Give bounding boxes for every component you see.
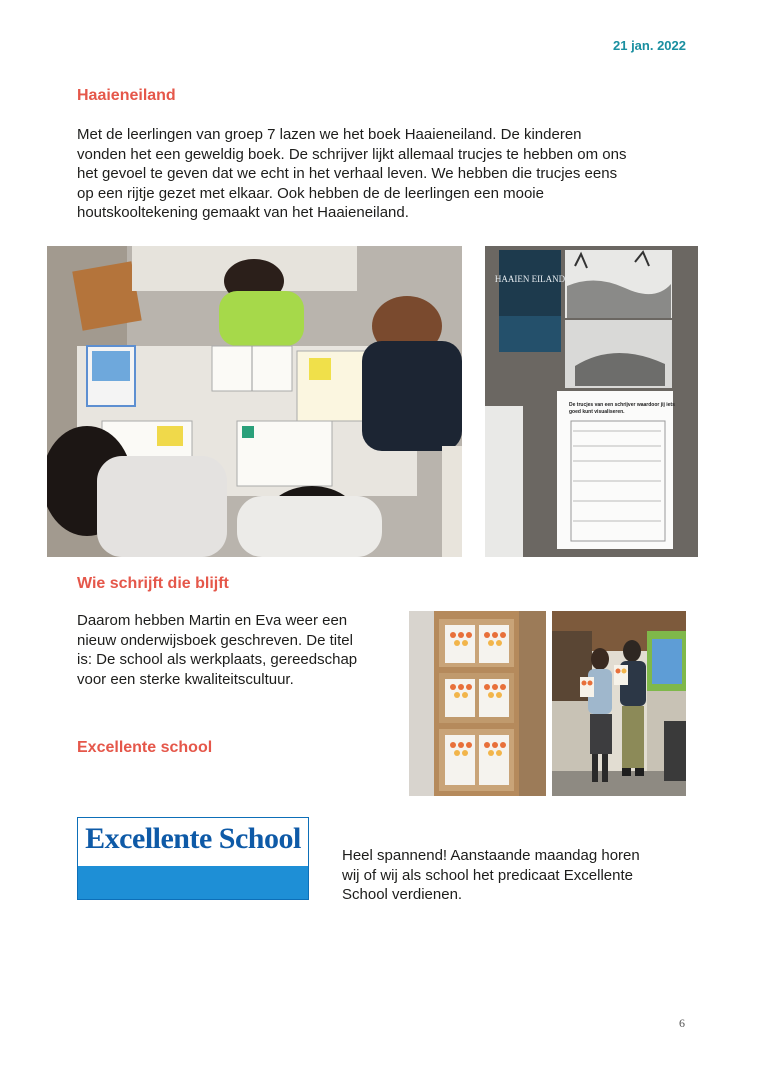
text-line: nieuw onderwijsboek geschreven. De titel — [77, 631, 353, 649]
text-line: vonden het een geweldig boek. De schrijver lijkt allemaal trucjes te hebben om ons — [77, 145, 627, 163]
poster-wall-photo — [485, 246, 698, 557]
text-line: Daarom hebben Martin en Eva weer een — [77, 612, 348, 629]
section-title-wie-schrijft: Wie schrijft die blijft — [77, 575, 229, 592]
excellente-school-logo — [77, 817, 309, 900]
wie-schrijft-paragraph — [77, 611, 357, 689]
poster-book-title: HAAIEN EILAND — [494, 274, 566, 284]
page-number: 6 — [679, 1016, 685, 1030]
text-line: is: De school als werkplaats, gereedschap — [77, 651, 358, 669]
logo-band — [78, 866, 308, 899]
section-title-excellente: Excellente school — [77, 739, 213, 756]
excellente-paragraph — [342, 846, 640, 905]
text-line: Met de leerlingen van groep 7 lazen we het boek Haaieneiland. De kinderen — [77, 126, 582, 143]
text-line: houtskooltekening gemaakt van het Haaieneiland. — [77, 204, 409, 222]
poster-sheet-title-line: De trucjes van een schrijver waardoor jij iets — [569, 402, 675, 408]
text-line: het gevoel te geven dat we echt in het verhaal leven. We hebben die trucjes eens — [77, 165, 618, 183]
section-title-haaieneiland: Haaieneiland — [77, 87, 176, 104]
poster-sheet-title-line: goed kunt visualiseren. — [569, 409, 625, 415]
page-date: 21 jan. 2022 — [613, 38, 686, 53]
book-boxes-photo — [409, 611, 546, 796]
classroom-photo — [47, 246, 462, 557]
text-line: wij of wij als school het predicaat Excellente — [342, 866, 633, 884]
logo-text: Excellente School — [85, 822, 301, 855]
text-line: op een rijtje gezet met elkaar. Ook hebben de de leerlingen een mooie — [77, 184, 544, 202]
text-line: voor een sterke kwaliteitscultuur. — [77, 670, 294, 688]
haaieneiland-paragraph — [77, 125, 626, 223]
authors-photo — [552, 611, 686, 796]
text-line: School verdienen. — [342, 886, 463, 904]
text-line: Heel spannend! Aanstaande maandag horen — [342, 847, 640, 864]
